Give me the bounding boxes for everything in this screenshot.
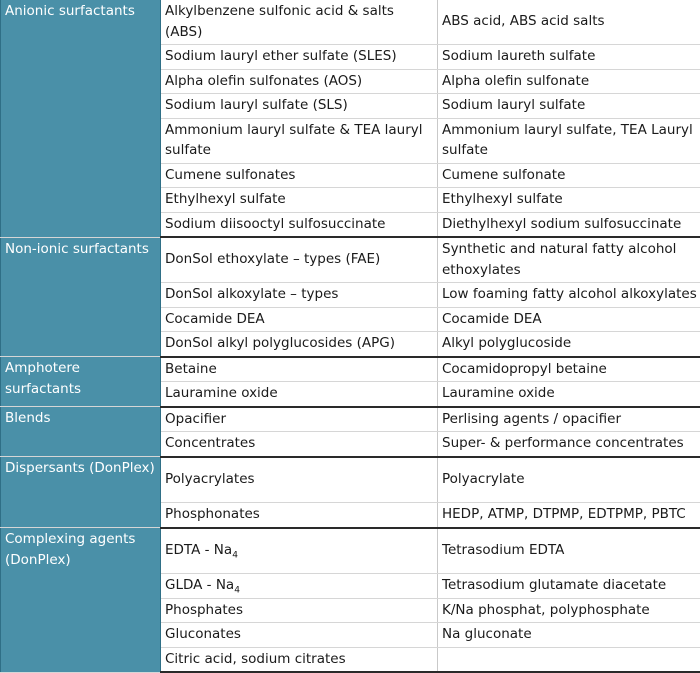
category-cell: Anionic surfactants — [1, 0, 161, 237]
table-row — [1, 0, 700, 45]
chemical-name-cell: Alkyl polyglucoside — [438, 332, 700, 357]
category-cell: Dispersants (DonPlex) — [1, 457, 161, 528]
subscript: 4 — [234, 586, 240, 596]
product-cell: Cumene sulfonates — [161, 163, 438, 188]
chemical-name-cell: Na gluconate — [438, 623, 700, 648]
product-text: EDTA - Na — [165, 542, 232, 558]
category-cell: Blends — [1, 407, 161, 457]
product-cell: Sodium lauryl sulfate (SLS) — [161, 94, 438, 119]
chemical-name-cell: ABS acid, ABS acid salts — [438, 0, 700, 45]
product-cell: Opacifier — [161, 407, 438, 432]
table-row — [1, 237, 700, 283]
chemical-name-cell: HEDP, ATMP, DTPMP, EDTPMP, PBTC — [438, 503, 700, 528]
product-cell: Citric acid, sodium citrates — [161, 647, 438, 672]
product-cell: Ethylhexyl sulfate — [161, 188, 438, 213]
product-cell: Polyacrylates — [161, 457, 438, 503]
chemical-name-cell: Lauramine oxide — [438, 382, 700, 407]
chemical-name-cell: Cumene sulfonate — [438, 163, 700, 188]
product-cell: Phosphonates — [161, 503, 438, 528]
product-cell: Sodium lauryl ether sulfate (SLES) — [161, 45, 438, 70]
product-cell: Alkylbenzene sulfonic acid & salts (ABS) — [161, 0, 438, 45]
chemical-name-cell: Perlising agents / opacifier — [438, 407, 700, 432]
product-cell: Ammonium lauryl sulfate & TEA lauryl sulfate — [161, 118, 438, 163]
chemical-name-cell: Tetrasodium glutamate diacetate — [438, 574, 700, 599]
table-row — [1, 357, 700, 382]
product-cell: DonSol alkyl polyglucosides (APG) — [161, 332, 438, 357]
category-cell: Amphotere surfactants — [1, 357, 161, 407]
product-cell: Gluconates — [161, 623, 438, 648]
table-row — [1, 528, 700, 574]
chemical-name-cell: Low foaming fatty alcohol alkoxylates — [438, 283, 700, 308]
chemical-name-cell: Sodium lauryl sulfate — [438, 94, 700, 119]
product-text: GLDA - Na — [165, 577, 234, 593]
chemical-name-cell: Synthetic and natural fatty alcohol ethoxylates — [438, 237, 700, 283]
product-cell: Cocamide DEA — [161, 307, 438, 332]
table-row — [1, 457, 700, 503]
chemical-name-cell: Super- & performance concentrates — [438, 432, 700, 457]
chemical-name-cell: Cocamide DEA — [438, 307, 700, 332]
chemical-name-cell: Diethylhexyl sodium sulfosuccinate — [438, 212, 700, 237]
chemical-name-cell: Ethylhexyl sulfate — [438, 188, 700, 213]
chemical-name-cell: K/Na phosphat, polyphosphate — [438, 598, 700, 623]
product-cell: DonSol alkoxylate – types — [161, 283, 438, 308]
category-cell: Complexing agents (DonPlex) — [1, 528, 161, 673]
chemical-name-cell: Sodium laureth sulfate — [438, 45, 700, 70]
product-cell: Concentrates — [161, 432, 438, 457]
table-row — [1, 407, 700, 432]
product-cell — [161, 528, 438, 574]
chemical-name-cell: Ammonium lauryl sulfate, TEA Lauryl sulfate — [438, 118, 700, 163]
product-cell: DonSol ethoxylate – types (FAE) — [161, 237, 438, 283]
product-cell: Betaine — [161, 357, 438, 382]
product-cell — [161, 574, 438, 599]
chemical-name-cell: Polyacrylate — [438, 457, 700, 503]
chemical-name-cell: Cocamidopropyl betaine — [438, 357, 700, 382]
product-cell: Phosphates — [161, 598, 438, 623]
product-cell: Alpha olefin sulfonates (AOS) — [161, 69, 438, 94]
subscript: 4 — [232, 551, 238, 561]
chemical-name-cell: Tetrasodium EDTA — [438, 528, 700, 574]
category-cell: Non-ionic surfactants — [1, 237, 161, 357]
chemical-name-cell: Alpha olefin sulfonate — [438, 69, 700, 94]
product-cell: Sodium diisooctyl sulfosuccinate — [161, 212, 438, 237]
chemical-name-cell — [438, 647, 700, 672]
product-cell: Lauramine oxide — [161, 382, 438, 407]
